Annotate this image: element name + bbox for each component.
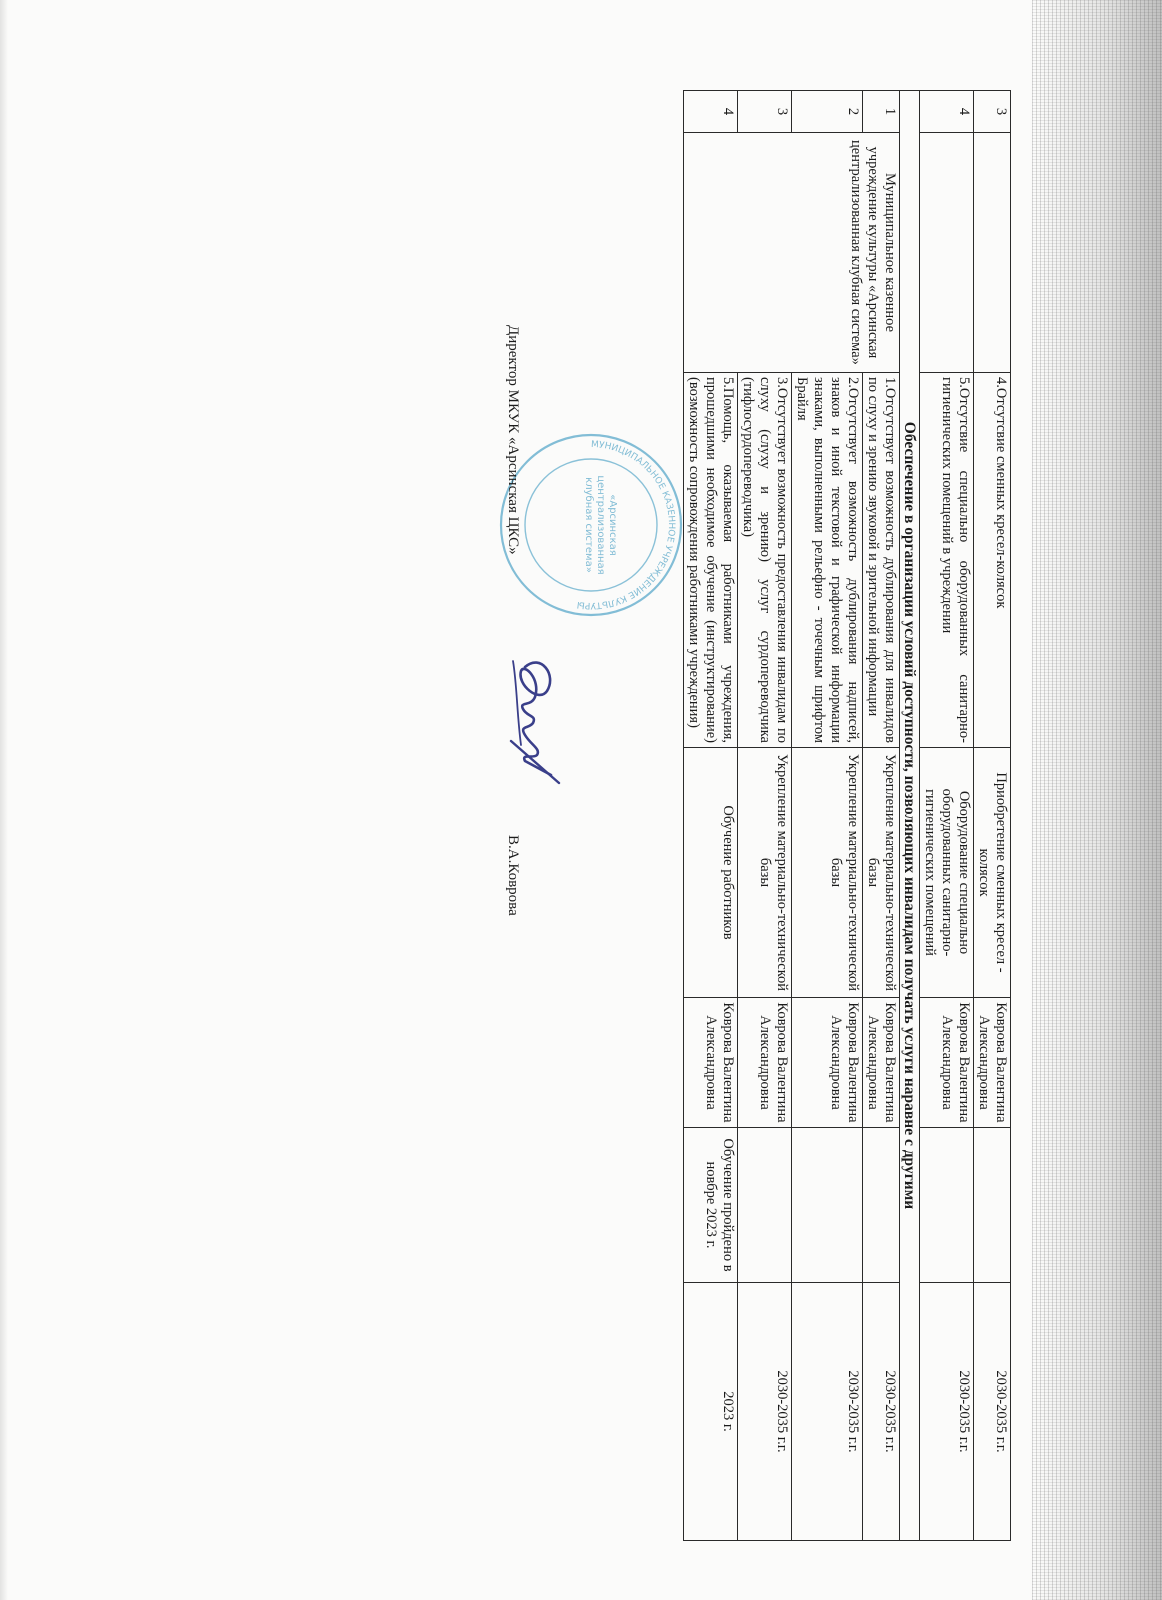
- measure-cell: Обучение работников: [684, 748, 738, 998]
- term-cell: 2030-2035 г.г.: [863, 1283, 900, 1541]
- table-row: [974, 91, 1011, 1541]
- row-number: 4: [920, 91, 974, 133]
- signatory-name: В.А.Коврова: [505, 835, 521, 916]
- signatory-position: Директор МКУК «Арсинская ЦКС»: [505, 325, 521, 555]
- measure-cell: Укрепление материально-технической базы: [792, 748, 863, 998]
- row-number: 2: [792, 91, 863, 133]
- term-cell: 2030-2035 г.г.: [738, 1283, 792, 1541]
- row-number: 1: [863, 91, 900, 133]
- scan-shadow-left: [0, 0, 8, 1600]
- table-row: [920, 91, 974, 1541]
- row-number: 3: [974, 91, 1011, 133]
- accessibility-plan-table: [683, 90, 1011, 1541]
- measure-cell: Оборудование специально оборудованных санитарно-гигиенических помещений: [920, 748, 974, 998]
- responsible-cell: Коврова Валентина Александровна: [920, 998, 974, 1128]
- org-cell-empty: [974, 133, 1011, 373]
- issue-cell: 3.Отсутствует возможность предоставления инвалидам по слуху (слуху и зрению) услуг сурдопереводчика (тифлосурдопереводчика): [738, 373, 792, 748]
- org-cell-empty: [920, 133, 974, 373]
- responsible-cell: Коврова Валентина Александровна: [863, 998, 900, 1128]
- result-cell: [792, 1128, 863, 1283]
- section-row: [900, 91, 920, 1541]
- section-title: Обеспечение в организации условий доступности, позволяющих инвалидам получать услуги наравне с другими: [900, 91, 920, 1541]
- rotated-document-page: [471, 90, 1011, 1540]
- term-cell: 2030-2035 г.г.: [974, 1283, 1011, 1541]
- organization-cell: Муниципальное казенное учреждение культуры «Арсинская централизованная клубная система»: [684, 133, 900, 373]
- scan-noise-edge: [1032, 0, 1162, 1600]
- table-row: [863, 91, 900, 1541]
- responsible-cell: Коврова Валентина Александровна: [792, 998, 863, 1128]
- result-cell: Обучение пройдено в новбре 2023 г.: [684, 1128, 738, 1283]
- result-cell: [738, 1128, 792, 1283]
- row-number: 3: [738, 91, 792, 133]
- result-cell: [974, 1128, 1011, 1283]
- measure-cell: Укрепление материально-технической базы: [738, 748, 792, 998]
- measure-cell: Укрепление материально-технической базы: [863, 748, 900, 998]
- responsible-cell: Коврова Валентина Александровна: [738, 998, 792, 1128]
- stamp-ring-text: МУНИЦИПАЛЬНОЕ КАЗЕННОЕ УЧРЕЖДЕНИЕ КУЛЬТУРЫ: [576, 439, 677, 611]
- term-cell: 2030-2035 г.г.: [792, 1283, 863, 1541]
- organization-stamp-icon: [496, 430, 686, 620]
- issue-cell: 5.Помощь, оказываемая работниками учреждения, прошедшими необходимое обучение (инструктирование) (возможность сопровождения работниками учреждения): [684, 373, 738, 748]
- handwritten-signature-icon: [491, 645, 571, 795]
- measure-cell: Приобретение сменных кресел - колясок: [974, 748, 1011, 998]
- issue-cell: 4.Отсутсвие сменных кресел-колясок: [974, 373, 1011, 748]
- issue-cell: 2.Отсутствует возможность дублирования надписей, знаков и иной текстовой и графической информации знаками, выполненными рельефно - точечным шрифтом Брайля: [792, 373, 863, 748]
- row-number: 4: [684, 91, 738, 133]
- responsible-cell: Коврова Валентина Александровна: [974, 998, 1011, 1128]
- stamp-center-text: «Арсинская централизованная клубная система»: [583, 475, 618, 575]
- term-cell: 2030-2035 г.г.: [920, 1283, 974, 1541]
- result-cell: [863, 1128, 900, 1283]
- term-cell: 2023 г.: [684, 1283, 738, 1541]
- issue-cell: 5.Отсутсвие специально оборудованных санитарно-гигиенических помещений в учреждении: [920, 373, 974, 748]
- result-cell: [920, 1128, 974, 1283]
- responsible-cell: Коврова Валентина Александровна: [684, 998, 738, 1128]
- issue-cell: 1.Отсутствует возможность дублирования для инвалидов по слуху и зрению звуковой и зрительной информации: [863, 373, 900, 748]
